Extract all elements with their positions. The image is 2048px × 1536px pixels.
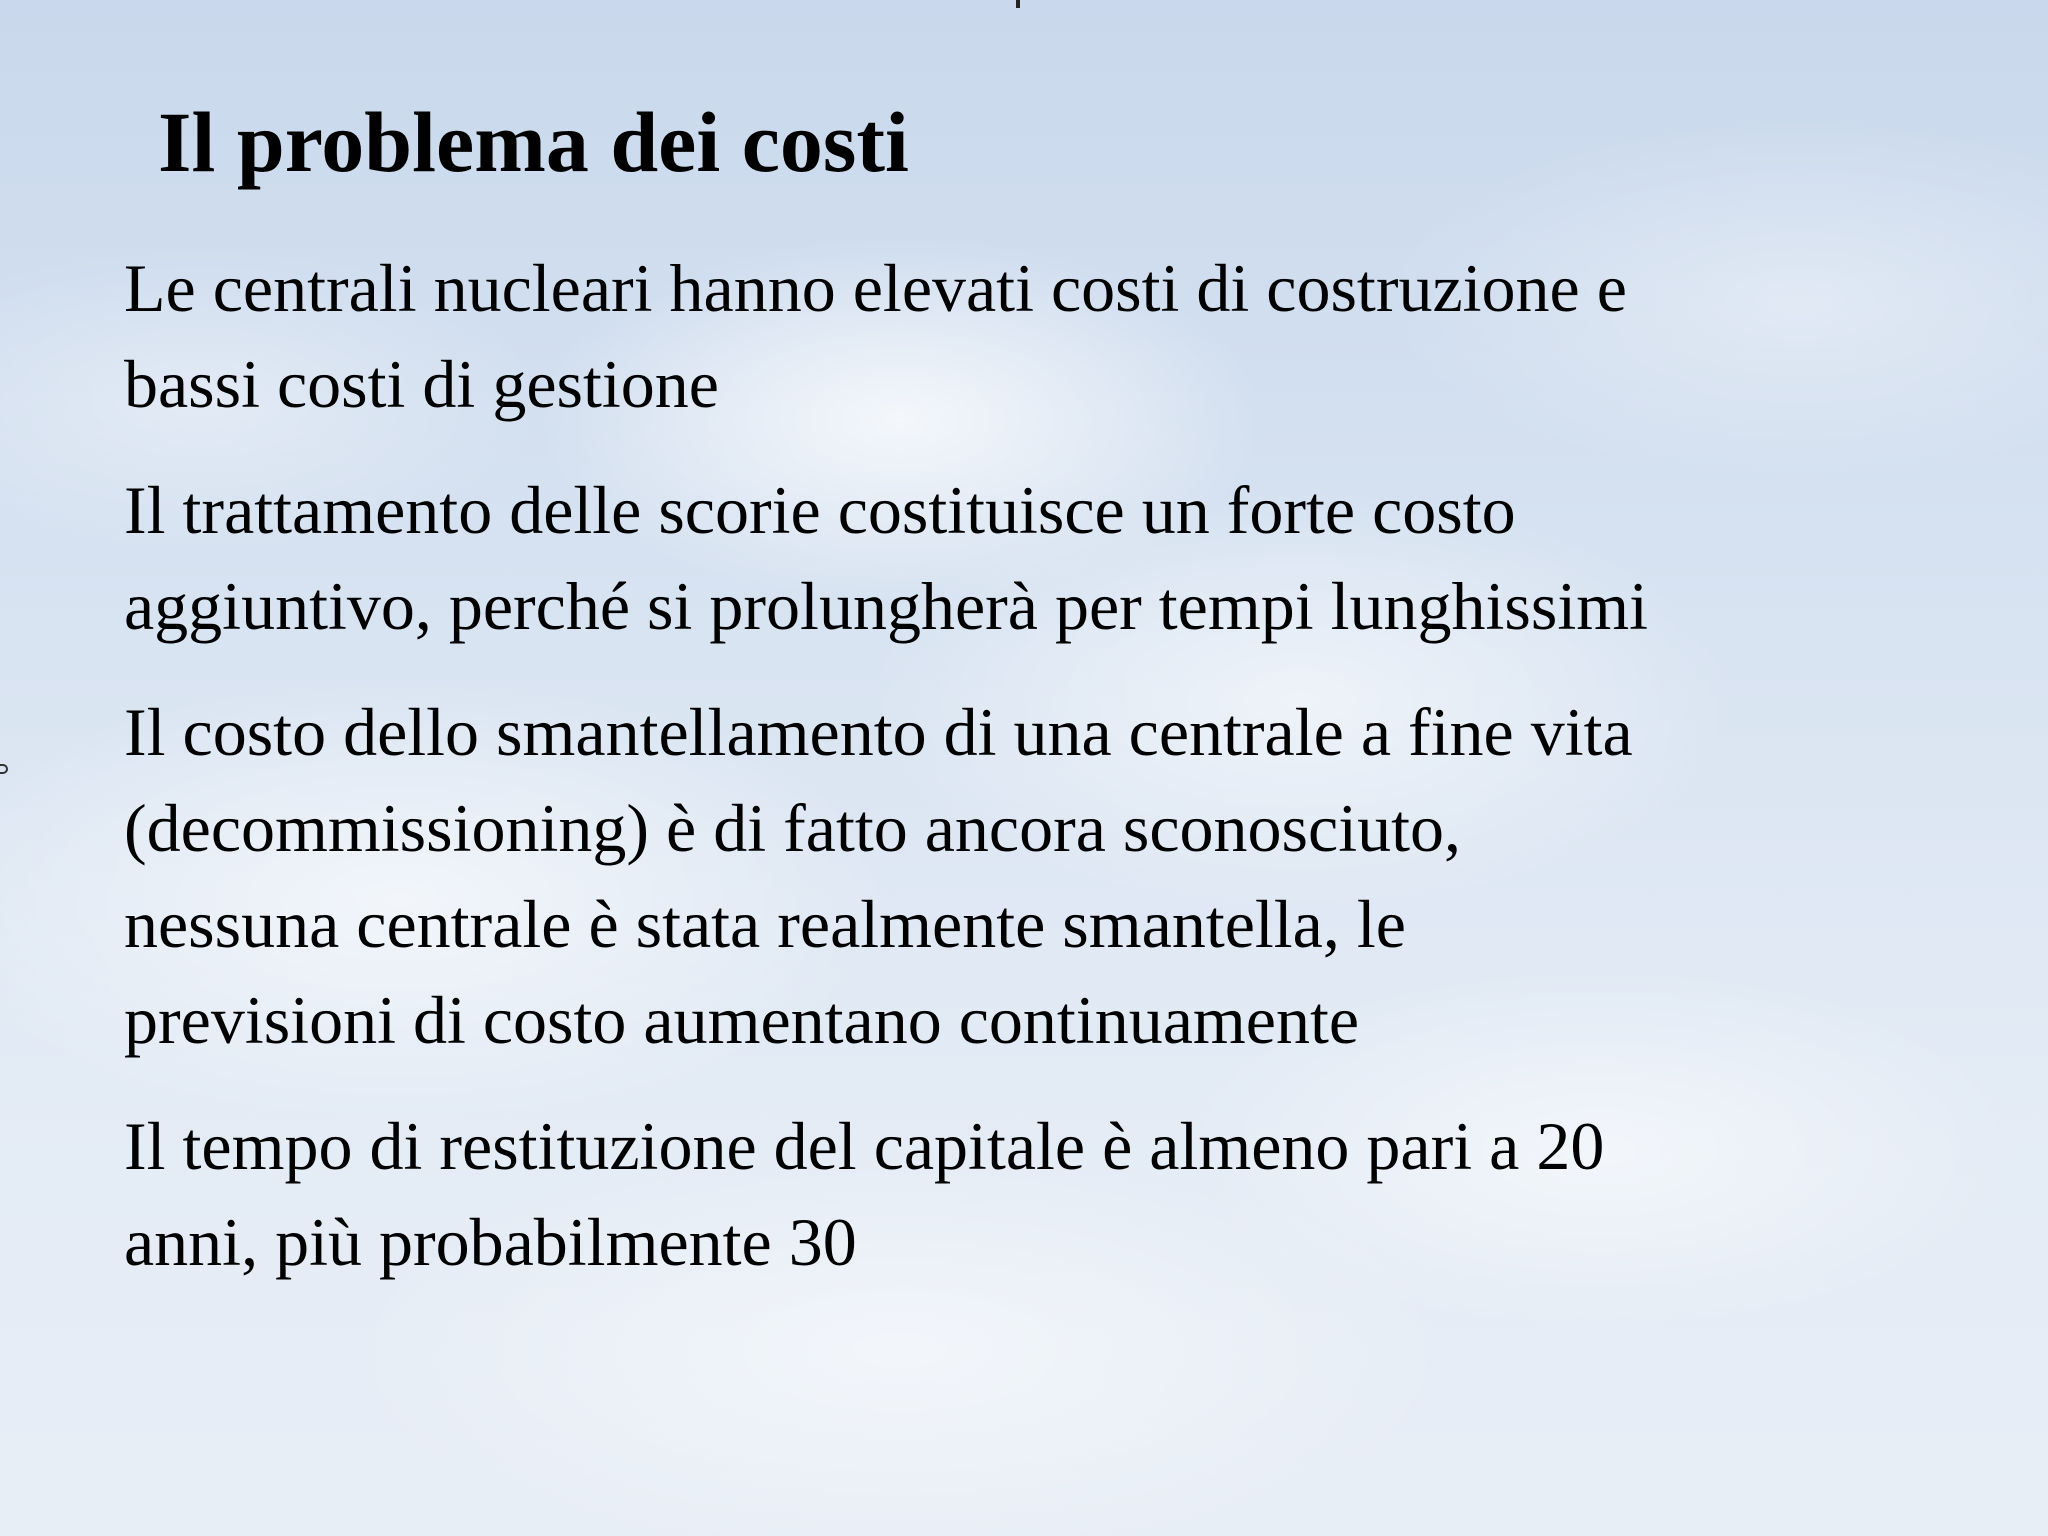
bullet-line: nessuna centrale è stata realmente smantella, le — [124, 886, 1406, 962]
bullet-line: aggiuntivo, perché si prolungherà per tempi lunghissimi — [124, 568, 1649, 644]
slide-title: Il problema dei costi — [158, 94, 909, 190]
bullet-list — [124, 240, 2004, 1320]
bullet-line: Il tempo di restituzione del capitale è almeno pari a 20 — [124, 1108, 1605, 1184]
bullet-line: bassi costi di gestione — [124, 346, 719, 422]
top-edge-mark — [1016, 0, 1020, 8]
bullet-line: previsioni di costo aumentano continuamente — [124, 982, 1360, 1058]
left-edge-mark — [0, 764, 8, 774]
bullet-decommissioning — [124, 684, 2004, 1068]
bullet-capital-return — [124, 1098, 2004, 1290]
bullet-line: Il costo dello smantellamento di una centrale a fine vita — [124, 694, 1633, 770]
bullet-construction-costs — [124, 240, 2004, 432]
bullet-waste-treatment — [124, 462, 2004, 654]
bullet-line: Le centrali nucleari hanno elevati costi di costruzione e — [124, 250, 1627, 326]
bullet-line: (decommissioning) è di fatto ancora sconosciuto, — [124, 790, 1461, 866]
bullet-line: Il trattamento delle scorie costituisce un forte costo — [124, 472, 1516, 548]
bullet-line: anni, più probabilmente 30 — [124, 1204, 857, 1280]
